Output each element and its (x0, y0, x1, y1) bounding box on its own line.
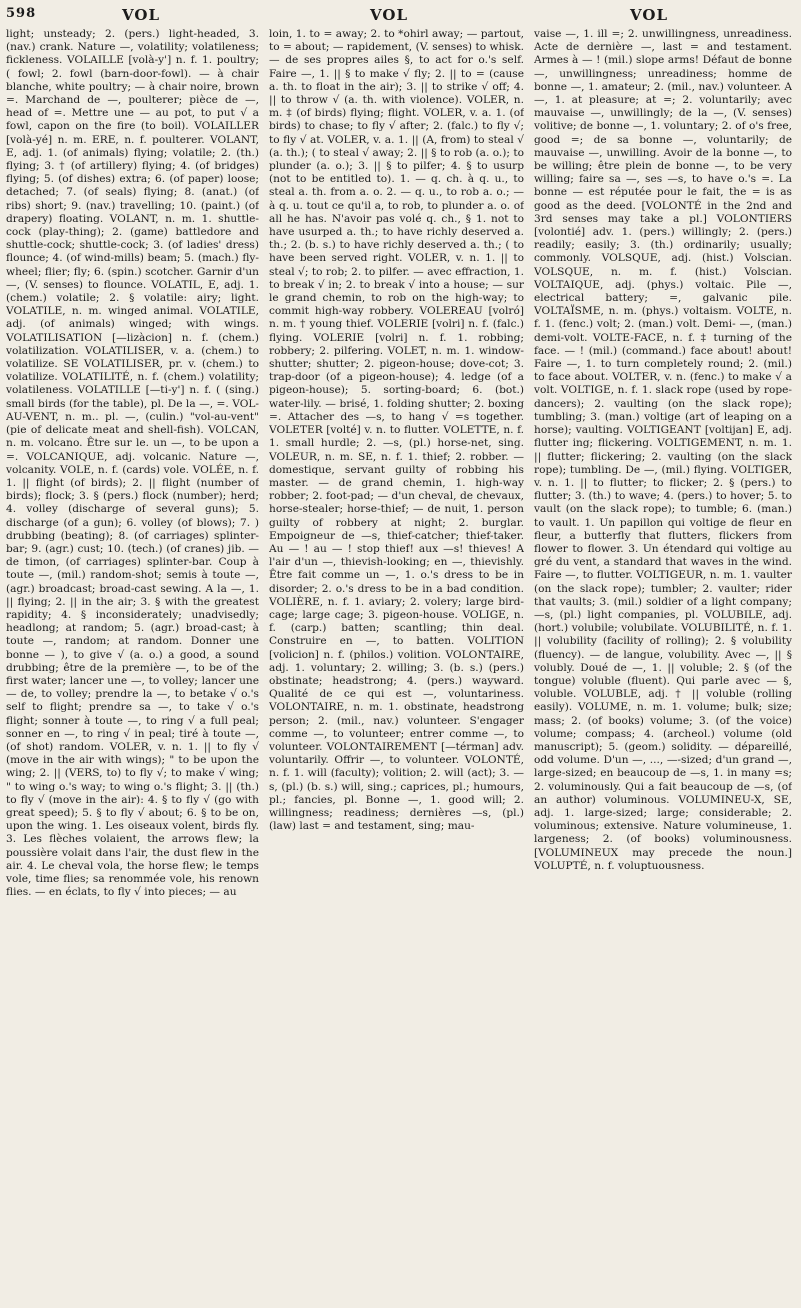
column-left-text: light; unsteady; 2. (pers.) light-headed, 3. (nav.) crank. Nature —, volatility; volatileness; fickleness. VOLAILLE [volà-y'] n. f. 1. poultry; ( fowl; 2. fowl (barn-door-fowl). — à chair blanche, white poultry; — à chair noire, brown =. Marchand de —, poulterer; pièce de —, head of =. Mettre une — au pot, to put √ a fowl, capon on the fire (to boil). VOLAILLER [volà-yé] n. m. ERE, n. f. poulterer. VOLANT, E, adj. 1. (of animals) flying; volatile; 2. (th.) flying; 3. † (of artillery) flying; 4. (of bridges) flying; 5. (of dishes) extra; 6. (of paper) loose; detached; 7. (of seals) flying; 8. (anat.) (of ribs) short; 9. (nav.) travelling; 10. (paint.) (of drapery) floating. VOLANT, n. m. 1. shuttle-cock (play-thing); 2. (game) battledore and shuttle-cock; shuttle-cock; 3. (of ladies' dress) flounce; 4. (of wind-mills) beam; 5. (mach.) fly-wheel; flier; fly; 6. (spin.) scotcher. Garnir d'un —, (V. senses) to flounce. VOLATIL, E, adj. 1. (chem.) volatile; 2. § volatile: airy; light. VOLATILE, n. m. winged animal. VOLATILE, adj. (of animals) winged; with wings. VOLATILISATION [—lizàcion] n. f. (chem.) volatilization. VOLATILISER, v. a. (chem.) to volatilize. SE VOLATILISER, pr. v. (chem.) to volatilize. VOLATILITÉ, n. f. (chem.) volatility; volatileness. VOLATILLE [—ti-y'] n. f. ( (sing.) small birds (for the table), pl. De la —, =. VOL-AU-VENT, n. m.. pl. —, (culin.) "vol-au-vent" (pie of delicate meat and shell-fish). VOLCAN, n. m. volcano. Être sur le. un —, to be upon a =. VOLCANIQUE, adj. volcanic. Nature —, volcanity. VOLE, n. f. (cards) vole. VOLÉE, n. f. 1. || flight (of birds); 2. || flight (number of birds); flock; 3. § (pers.) flock (number); herd; 4. volley (discharge of several guns); 5. discharge (of a gun); 6. volley (of blows); 7. ) drubbing (beating); 8. (of carriages) splinter-bar; 9. (agr.) cust; 10. (tech.) (of cranes) jib. — de timon, (of carriages) splinter-bar. Coup à toute —, (mil.) random-shot; semis à toute —, (agr.) broadcast; broad-cast sewing. A la —, 1. || flying; 2. || in the air; 3. § with the greatest rapidity; 4. § inconsiderately; unadvisedly; headlong; at random; 5. (agr.) broad-cast; à toute —, random; at random. Donner une bonne — ), to give √ (a. o.) a good, a sound drubbing; être de la première —, to be of the first water; lancer une —, to volley; lancer une — de, to volley; prendre la —, to betake √ o.'s self to flight; prendre sa —, to take √ o.'s flight; sonner à toute —, to ring √ a full peal; sonner en —, to ring √ in peal; tiré à toute —, (of shot) random. VOLER, v. n. 1. || to fly √ (move in the air with wings); " to be upon the wing; 2. || (VERS, to) to fly √; to make √ wing; " to wing o.'s way; to wing o.'s flight; 3. || (th.) to fly √ (move in the air): 4. § to fly √ (go with great speed); 5. § to fly √ about; 6. § to be on, upon the wing. 1. Les oiseaux volent, birds fly. 3. Les flèches volaient, the arrows flew; la poussière volait dans l'air, the dust flew in the air. 4. Le cheval vola, the horse flew; le temps vole, time flies; sa renommée vole, his renown flies. — en éclats, to fly √ into pieces; — au (6, 28, 259, 899)
running-head-left: VOL (122, 6, 160, 24)
running-head-right: VOL (630, 6, 668, 24)
page-number: 598 (6, 6, 37, 21)
column-right (534, 28, 792, 1298)
running-head-middle: VOL (370, 6, 408, 24)
column-middle (269, 28, 524, 1298)
column-left (6, 28, 259, 1298)
column-right-text: vaise —, 1. ill =; 2. unwillingness, unreadiness. Acte de dernière —, last = and testament. Armes à — ! (mil.) slope arms! Défaut de bonne —, unwillingness; unreadiness; homme de bonne —, 1. amateur; 2. (mil., nav.) volunteer. A —, 1. at pleasure; at =; 2. voluntarily; avec mauvaise —, unwillingly; de la —, (V. senses) volitive; de bonne —, 1. voluntary; 2. of o's free, good =; de sa bonne —, voluntarily; de mauvaise —, unwilling. Avoir de la bonne —, to be willing; être plein de bonne —, to be very willing; faire sa —, ses —s, to have o.'s =. La bonne — est réputée pour le fait, the = is as good as the deed. [VOLONTÉ in the 2nd and 3rd senses may take a pl.] VOLONTIERS [volontié] adv. 1. (pers.) willingly; 2. (pers.) readily; easily; 3. (th.) ordinarily; usually; commonly. VOLSQUE, adj. (hist.) Volscian. VOLSQUE, n. m. f. (hist.) Volscian. VOLTAIQUE, adj. (phys.) voltaic. Pile —, electrical battery; =, galvanic pile. VOLTAÏSME, n. m. (phys.) voltaism. VOLTE, n. f. 1. (fenc.) volt; 2. (man.) volt. Demi- —, (man.) demi-volt. VOLTE-FACE, n. f. ‡ turning of the face. — ! (mil.) (command.) face about! about! Faire —, 1. to turn completely round; 2. (mil.) to face about. VOLTER, v. n. (fenc.) to make √ a volt. VOLTIGE, n. f. 1. slack rope (used by rope-dancers); 2. vaulting (on the slack rope); tumbling; 3. (man.) voltige (art of leaping on a horse); vaulting. VOLTIGEANT [voltijan] E, adj. flutter ing; flickering. VOLTIGEMENT, n. m. 1. || flutter; flickering; 2. vaulting (on the slack rope); tumbling. De —, (mil.) flying. VOLTIGER, v. n. 1. || to flutter; to flicker; 2. § (pers.) to flutter; 3. (th.) to wave; 4. (pers.) to hover; 5. to vault (on the slack rope); to tumble; 6. (man.) to vault. 1. Un papillon qui voltige de fleur en fleur, a butterfly that flutters, flickers from flower to flower. 3. Un étendard qui voltige au gré du vent, a standard that waves in the wind. Faire —, to flutter. VOLTIGEUR, n. m. 1. vaulter (on the slack rope); tumbler; 2. vaulter; rider that vaults; 3. (mil.) soldier of a light company; —s, (pl.) light companies, pl. VOLUBILE, adj. (hort.) volubile; volubilate. VOLUBILITÉ, n. f. 1. || volubility (facility of rolling); 2. § volubility (fluency). — de langue, volubility. Avec —, || § volubly. Doué de —, 1. || voluble; 2. § (of the tongue) voluble (fluent). Qui parle avec — §, voluble. VOLUBLE, adj. † || voluble (rolling easily). VOLUME, n. m. 1. volume; bulk; size; mass; 2. (of books) volume; 3. (of the voice) volume; compass; 4. (archeol.) volume (old manuscript); 5. (geom.) solidity. — dépareillé, odd volume. D'un —, ..., —-sized; d'un grand —, large-sized; en beaucoup de —s, 1. in many =s; 2. voluminously. Qui a fait beaucoup de —s, (of an author) voluminous. VOLUMINEU-X, SE, adj. 1. large-sized; large; considerable; 2. voluminous; extensive. Nature volumineuse, 1. largeness; 2. (of books) voluminousness. [VOLUMINEUX may precede the noun.] VOLUPTÉ, n. f. voluptuousness. (534, 28, 792, 872)
column-middle-text: loin, 1. to = away; 2. to *ohirl away; — partout, to = about; — rapidement, (V. senses) to whisk. — de ses propres ailes §, to act for o.'s self. Faire —, 1. || § to make √ fly; 2. || to = (cause a. th. to float in the air); 3. || to strike √ off; 4. || to throw √ (a. th. with violence). VOLER, n. m. ‡ (of birds) flying; flight. VOLER, v. a. 1. (of birds) to chase; to fly √ after; 2. (falc.) to fly √; to fly √ at. VOLER, v. a. 1. || (A, from) to steal √ (a. th.); ( to steal √ away; 2. || § to rob (a. o.); to plunder (a. o.); 3. || § to pilfer; 4. § to usurp (not to be entitled to). 1. — q. ch. à q. u., to steal a. th. from a. o. 2. — q. u., to rob a. o.; — à q. u. tout ce qu'il a, to rob, to plunder a. o. of all he has. N'avoir pas volé q. ch., § 1. not to have usurped a. th.; to have richly deserved a. th.; 2. (b. s.) to have richly deserved a. th.; ( to have been served right. VOLER, v. n. 1. || to steal √; to rob; 2. to pilfer. — avec effraction, 1. to break √ in; 2. to break √ into a house; — sur le grand chemin, to rob on the high-way; to commit high-way robbery. VOLEREAU [volró] n. m. † young thief. VOLERIE [volri] n. f. (falc.) flying. VOLERIE [volri] n. f. 1. robbing; robbery; 2. pilfering. VOLET, n. m. 1. window-shutter; shutter; 2. pigeon-house; dove-cot; 3. trap-door (of a pigeon-house); 4. ledge (of a pigeon-house); 5. sorting-board; 6. (bot.) water-lily. — brisé, 1. folding shutter; 2. boxing =. Attacher des —s, to hang √ =s together. VOLETER [volté] v. n. to flutter. VOLETTE, n. f. 1. small hurdle; 2. —s, (pl.) horse-net, sing. VOLEUR, n. m. SE, n. f. 1. thief; 2. robber. — domestique, servant guilty of robbing his master. — de grand chemin, 1. high-way robber; 2. foot-pad; — d'un cheval, de chevaux, horse-stealer; horse-thief; — de nuit, 1. person guilty of robbery at night; 2. burglar. Empoigneur de —s, thief-catcher; thief-taker. Au — ! au — ! stop thief! aux —s! thieves! A l'air d'un —, thievish-looking; en —, thievishly. Être fait comme un —, 1. o.'s dress to be in disorder; 2. o.'s dress to be in a bad condition. VOLIÈRE, n. f. 1. aviary; 2. volery; large bird-cage; large cage; 3. pigeon-house. VOLIGE, n. f. (carp.) batten; scantling; thin deal. Construire en —, to batten. VOLITION [volicion] n. f. (philos.) volition. VOLONTAIRE, adj. 1. voluntary; 2. willing; 3. (b. s.) (pers.) obstinate; headstrong; 4. (pers.) wayward. Qualité de ce qui est —, voluntariness. VOLONTAIRE, n. m. 1. obstinate, headstrong person; 2. (mil., nav.) volunteer. S'engager comme —, to volunteer; entrer comme —, to volunteer. VOLONTAIREMENT [—térman] adv. voluntarily. Offrir —, to volunteer. VOLONTÉ, n. f. 1. will (faculty); volition; 2. will (act); 3. —s, (pl.) (b. s.) will, sing.; caprices, pl.; humours, pl.; fancies, pl. Bonne —, 1. good will; 2. willingness; readiness; dernières —s, (pl.) (law) last = and testament, sing; mau- (269, 28, 524, 833)
